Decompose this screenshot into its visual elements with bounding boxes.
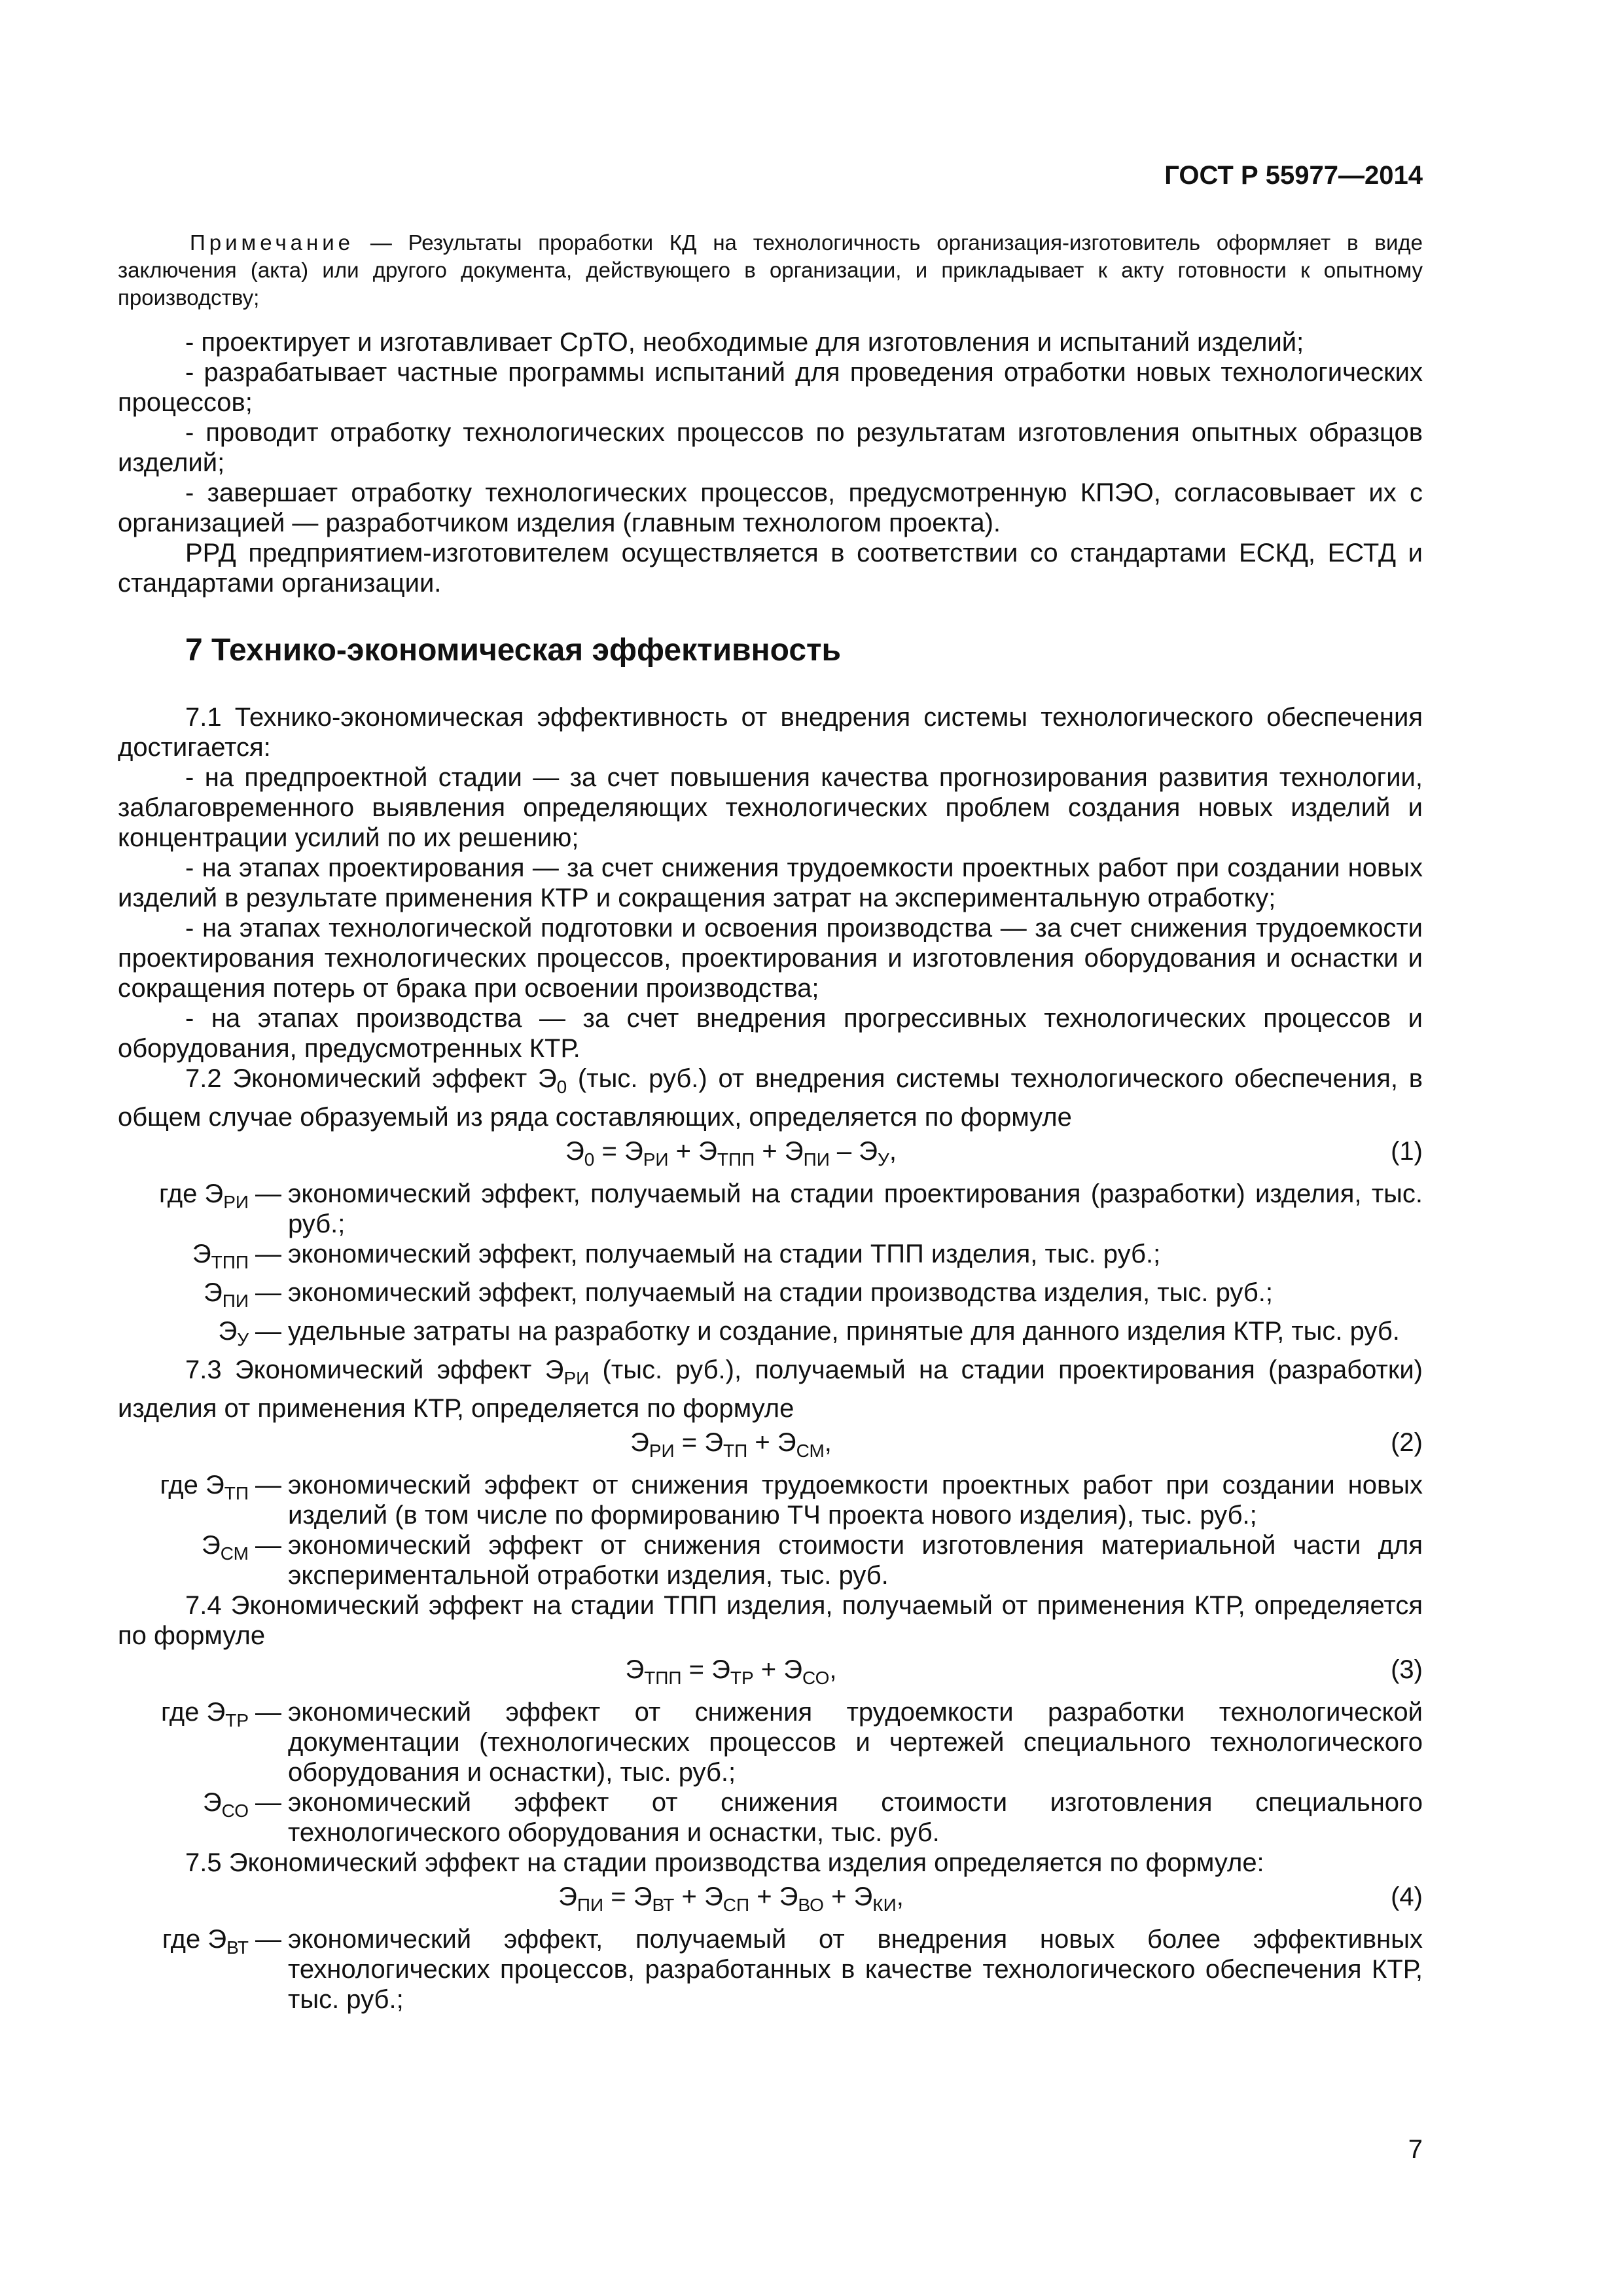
standard-header: ГОСТ Р 55977—2014 bbox=[1164, 161, 1423, 190]
formula-sub: ТПП bbox=[717, 1149, 755, 1170]
note-paragraph bbox=[118, 229, 1423, 312]
p72-subscript: 0 bbox=[556, 1077, 567, 1097]
formula-2 bbox=[118, 1427, 1423, 1466]
paragraph-7-2 bbox=[118, 1064, 1423, 1132]
formula-3-body: $Э_{ТПП} = Э_{ТР} + Э_{СО}$, bbox=[625, 1655, 837, 1688]
paragraph-7-5: 7.5 Экономический эффект на стадии производства изделия определяется по формуле: bbox=[185, 1848, 1264, 1877]
definition-symbol: где $Э_{ТП}$ bbox=[160, 1471, 249, 1503]
definition-text: экономический эффект от снижения трудоемкости проектных работ при создании новых изделий (в том числе по формированию ТЧ проекта нового изделия), тыс. руб.; bbox=[288, 1471, 1423, 1530]
definition-row: $Э_У$ — удельные затраты на разработку и создание, принятые для данного изделия КТР, тыс. руб. bbox=[118, 1316, 1423, 1355]
definition-row: $Э_{ТПП}$ — экономический эффект, получаемый на стадии ТПП изделия, тыс. руб.; bbox=[118, 1239, 1423, 1278]
formula-number: (3) bbox=[1391, 1655, 1423, 1684]
formula-4 bbox=[118, 1882, 1423, 1920]
definition-row: $Э_{ПИ}$ — экономический эффект, получаемый на стадии производства изделия, тыс. руб.; bbox=[118, 1278, 1423, 1316]
formula-1-body: $Э_0 = Э_{РИ} + Э_{ТПП} + Э_{ПИ} - Э_У$, bbox=[565, 1137, 897, 1170]
definition-text: экономический эффект от снижения стоимости изготовления материальной части для экспериментальной отработки изделия, тыс. руб. bbox=[288, 1531, 1423, 1590]
p72-text-a: 7.2 Экономический эффект Э bbox=[185, 1064, 557, 1093]
formula-op: + Э bbox=[755, 1137, 804, 1166]
list-item: - проводит отработку технологических процессов по результатам изготовления опытных образцов изделий; bbox=[118, 418, 1423, 477]
formula-sub: ПИ bbox=[803, 1149, 830, 1170]
list-item: - на этапах технологической подготовки и освоения производства — за счет снижения трудоемкости проектирования технологических процессов, проектирования и изготовления оборудования и оснастки и сокращения потерь от брака при освоении производства; bbox=[118, 914, 1423, 1003]
definition-text: экономический эффект, получаемый на стадии ТПП изделия, тыс. руб.; bbox=[288, 1240, 1161, 1268]
definition-text: экономический эффект от снижения трудоемкости разработки технологической документации (технологических процессов и чертежей специального технологического оборудования и оснастки), тыс. руб.; bbox=[288, 1698, 1423, 1787]
definition-text: экономический эффект, получаемый на стадии производства изделия, тыс. руб.; bbox=[288, 1278, 1273, 1307]
definition-text: экономический эффект, получаемый от внедрения новых более эффективных технологических процессов, разработанных в качестве технологического обеспечения КТР, тыс. руб.; bbox=[288, 1925, 1423, 2014]
definition-row: где $Э_{ВТ}$ — экономический эффект, получаемый от внедрения новых более эффективных технологических процессов, разработанных в качестве технологического обеспечения КТР, тыс. руб.; bbox=[118, 1924, 1423, 2015]
p72-text-b: (тыс. руб.) от внедрения системы технологического обеспечения, в общем случае образуемый из ряда составляющих, определяется по формуле bbox=[118, 1064, 1423, 1132]
definition-symbol: $Э_{ПИ}$ bbox=[204, 1278, 249, 1311]
paragraph-7-3 bbox=[118, 1355, 1423, 1424]
rrd-paragraph: РРД предприятием-изготовителем осуществляется в соответствии со стандартами ЕСКД, ЕСТД и стандартами организации. bbox=[118, 539, 1423, 598]
list-item: - на этапах производства — за счет внедрения прогрессивных технологических процессов и оборудования, предусмотренных КТР. bbox=[118, 1004, 1423, 1063]
definition-symbol: где $Э_{РИ}$ bbox=[158, 1179, 249, 1212]
list-item: - на этапах проектирования — за счет снижения трудоемкости проектных работ при создании новых изделий в результате применения КТР и сокращения затрат на экспериментальную отработку; bbox=[118, 853, 1423, 912]
list-item: - завершает отработку технологических процессов, предусмотренную КПЭО, согласовывает их с организацией — разработчиком изделия (главным технологом проекта). bbox=[118, 478, 1423, 537]
paragraph-7-4: 7.4 Экономический эффект на стадии ТПП изделия, получаемый от применения КТР, определяется по формуле bbox=[118, 1591, 1423, 1650]
definition-text: экономический эффект, получаемый на стадии проектирования (разработки) изделия, тыс. руб.; bbox=[288, 1179, 1423, 1238]
formula-number: (4) bbox=[1391, 1882, 1423, 1911]
p73-text-a: 7.3 Экономический эффект Э bbox=[185, 1355, 564, 1384]
p73-subscript: РИ bbox=[563, 1368, 590, 1388]
formula-op: + Э bbox=[668, 1137, 717, 1166]
definition-row: $Э_{СМ}$ — экономический эффект от снижения стоимости изготовления материальной части для экспериментальной отработки изделия, тыс. руб. bbox=[118, 1530, 1423, 1590]
definition-row: где $Э_{ТР}$ — экономический эффект от снижения трудоемкости разработки технологической документации (технологических процессов и чертежей специального технологического оборудования и оснастки), тыс. руб.; bbox=[118, 1697, 1423, 1787]
definition-symbol: где $Э_{ТР}$ bbox=[160, 1698, 249, 1731]
definition-symbol: $Э_{СО}$ bbox=[202, 1788, 249, 1821]
formula-op: – Э bbox=[829, 1137, 878, 1166]
page-content bbox=[118, 229, 1423, 2015]
definition-symbol: $Э_У$ bbox=[218, 1317, 249, 1350]
formula-sub: РИ bbox=[643, 1149, 669, 1170]
list-item: - на предпроектной стадии — за счет повышения качества прогнозирования развития технологии, заблаговременного выявления определяющих технологических проблем создания новых изделий и концентрации усилий по их решению; bbox=[118, 763, 1423, 852]
definition-row: где $Э_{РИ}$ — экономический эффект, получаемый на стадии проектирования (разработки) изделия, тыс. руб.; bbox=[118, 1179, 1423, 1239]
formula-number: (1) bbox=[1391, 1137, 1423, 1166]
definition-symbol: $Э_{СМ}$ bbox=[202, 1531, 249, 1564]
definition-row: $Э_{СО}$ — экономический эффект от снижения стоимости изготовления специального технологического оборудования и оснастки, тыс. руб. bbox=[118, 1787, 1423, 1848]
formula-op: = Э bbox=[594, 1137, 643, 1166]
definition-text: экономический эффект от снижения стоимости изготовления специального технологического оборудования и оснастки, тыс. руб. bbox=[288, 1788, 1423, 1847]
note-label: Примечание bbox=[190, 230, 355, 255]
page-number: 7 bbox=[1408, 2135, 1423, 2164]
definition-text: удельные затраты на разработку и создание, принятые для данного изделия КТР, тыс. руб. bbox=[288, 1317, 1400, 1346]
list-item: - разрабатывает частные программы испытаний для проведения отработки новых технологических процессов; bbox=[118, 358, 1423, 417]
formula-sub: 0 bbox=[584, 1149, 595, 1170]
formula-op: , bbox=[889, 1137, 897, 1166]
formula-number: (2) bbox=[1391, 1428, 1423, 1457]
paragraph-7-1: 7.1 Технико-экономическая эффективность от внедрения системы технологического обеспечения достигается: bbox=[118, 703, 1423, 762]
definition-row: где $Э_{ТП}$ — экономический эффект от снижения трудоемкости проектных работ при создании новых изделий (в том числе по формированию ТЧ проекта нового изделия), тыс. руб.; bbox=[118, 1470, 1423, 1530]
formula-3 bbox=[118, 1655, 1423, 1693]
p73-text-b: (тыс. руб.), получаемый на стадии проектирования (разработки) изделия от применения КТР, определяется по формуле bbox=[118, 1355, 1423, 1423]
formula-4-body: $Э_{ПИ} = Э_{ВТ} + Э_{СП} + Э_{ВО} + Э_{КИ}$, bbox=[558, 1882, 904, 1915]
note-text: — Результаты проработки КД на технологичность организация-изготовитель оформляет в виде заключения (акта) или другого документа, действующего в организации, и прикладывает к акту готовности к опытному производству; bbox=[118, 230, 1423, 310]
formula-sub: У bbox=[878, 1149, 889, 1170]
definition-symbol: где $Э_{ВТ}$ bbox=[162, 1925, 249, 1958]
definition-symbol: $Э_{ТПП}$ bbox=[192, 1240, 249, 1272]
formula-2-body: $Э_{РИ} = Э_{ТП} + Э_{СМ}$, bbox=[630, 1428, 832, 1461]
formula-1 bbox=[118, 1136, 1423, 1175]
list-item: - проектирует и изготавливает СрТО, необходимые для изготовления и испытаний изделий; bbox=[185, 328, 1304, 357]
section-heading: 7 Технико-экономическая эффективность bbox=[185, 633, 842, 668]
